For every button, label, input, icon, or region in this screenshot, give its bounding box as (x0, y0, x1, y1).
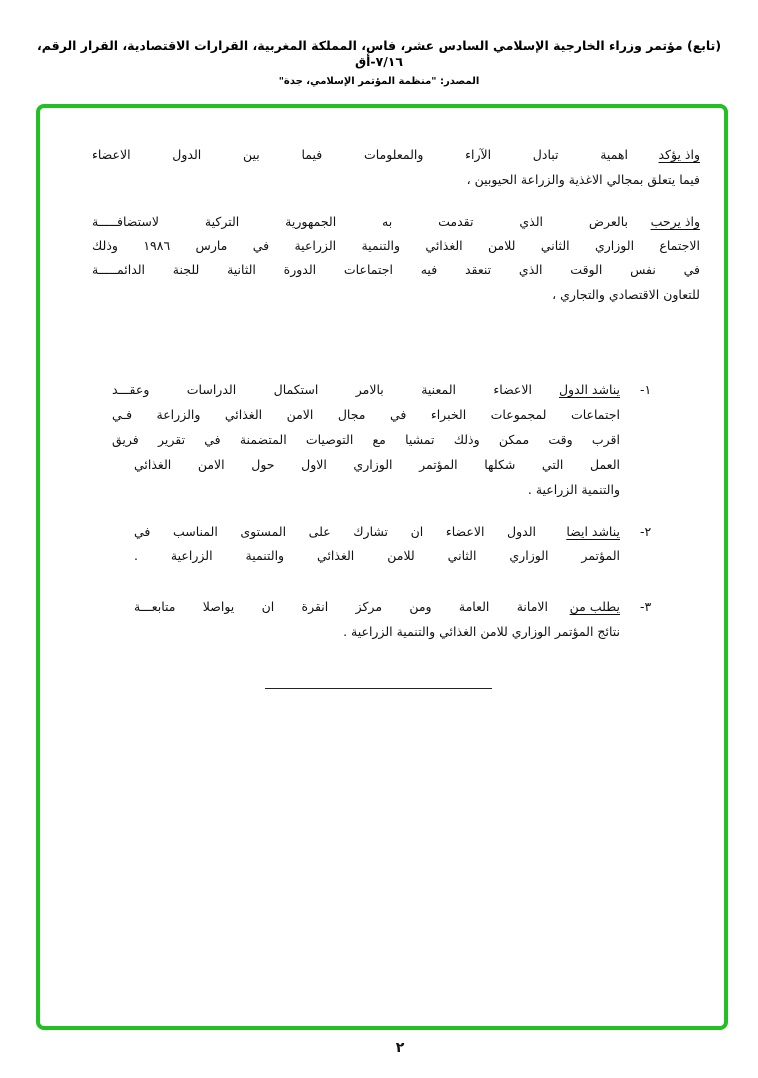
item-line: العمل التي شكلها المؤتمر الوزاري الاول حول الامن الغذائي (134, 457, 620, 472)
document-header-title: (تابع) مؤتمر وزراء الخارجية الإسلامي السادس عشر، فاس، المملكة المغربية، القرارات الاقتصادية، القرار الرقم، ٧/١٦-أق (36, 38, 722, 69)
document-header (30, 38, 728, 89)
page-number: ٢ (395, 1040, 405, 1056)
end-rule (265, 688, 492, 689)
item-number: ٣- (640, 599, 652, 614)
item-lead: يناشد ايضا (566, 524, 620, 539)
preamble-line: للتعاون الاقتصادي والتجاري ، (552, 287, 700, 302)
item-line: نتائج المؤتمر الوزاري للامن الغذائي والتنمية الزراعية . (343, 624, 620, 639)
preamble-lead: واذ يؤكد (658, 147, 700, 162)
preamble-line: فيما يتعلق بمجالي الاغذية والزراعة الحيوبين ، (466, 172, 700, 187)
item-line: الدول الاعضاء ان تشارك على المستوى المناسب في (134, 524, 536, 539)
item-line: والتنمية الزراعية . (527, 482, 620, 497)
document-source: المصدر: "منظمة المؤتمر الإسلامي، جدة" (278, 76, 480, 87)
item-lead: يناشد الدول (558, 382, 620, 397)
preamble-lead: واذ يرحب (650, 214, 700, 229)
preamble-line: بالعرض الذي تقدمت به الجمهورية التركية لاستضافـــــة (92, 214, 628, 229)
item-number: ٢- (640, 524, 652, 539)
item-number: ١- (640, 382, 652, 397)
item-line: اقرب وقت ممكن وذلك تمشيا مع التوصيات المتضمنة في تقرير فريق (112, 432, 620, 447)
preamble-line: اهمية تبادل الآراء والمعلومات فيما بين الدول الاعضاء (92, 147, 628, 162)
preamble-line: في نفس الوقت الذي تنعقد فيه اجتماعات الدورة الثانية للجنة الدائمـــــة (92, 262, 700, 277)
item-line: الامانة العامة ومن مركز انقرة ان يواصلا متابعـــة (134, 599, 548, 614)
preamble-line: الاجتماع الوزاري الثاني للامن الغذائي والتنمية الزراعية في مارس ١٩٨٦ وذلك (92, 238, 701, 253)
item-line: الاعضاء المعنية بالامر استكمال الدراسات وعقـــد (112, 382, 532, 397)
item-line: المؤتمر الوزاري الثاني للامن الغذائي والتنمية الزراعية . (134, 548, 620, 563)
item-line: اجتماعات لمجموعات الخبراء في مجال الامن الغذائي والزراعة فـي (112, 407, 620, 422)
item-lead: يطلب من (569, 599, 620, 614)
